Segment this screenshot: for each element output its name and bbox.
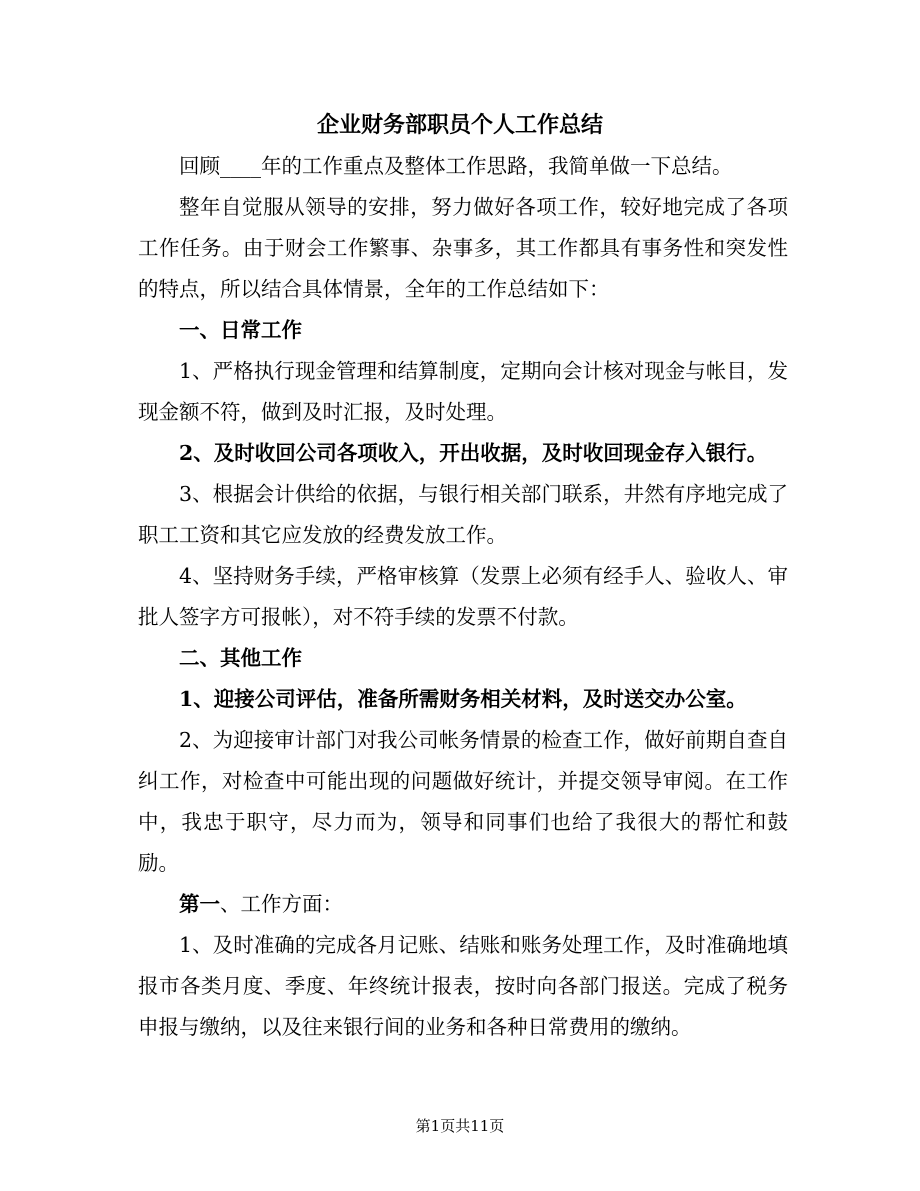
document-body xyxy=(138,146,788,1048)
paragraph-daily-item-3: 3、根据会计供给的依据，与银行相关部门联系，井然有序地完成了职工工资和其它应发放的经费发放工作。 xyxy=(138,482,788,547)
paragraph-daily-item-1: 1、严格执行现金管理和结算制度，定期向会计核对现金与帐目，发现金额不符，做到及时汇报，及时处理。 xyxy=(138,359,788,424)
section-heading-lead: 第一 xyxy=(179,892,220,916)
paragraph-daily-item-2: 2、及时收回公司各项收入，开出收据，及时收回现金存入银行。 xyxy=(179,441,768,465)
document-title: 企业财务部职员个人工作总结 xyxy=(316,112,603,138)
paragraph-intro: 回顾____年的工作重点及整体工作思路，我简单做一下总结。 xyxy=(179,154,733,178)
section-heading-work-aspect xyxy=(138,884,788,925)
page-number-footer: 第1页共11页 xyxy=(415,1117,505,1135)
paragraph-work-item-1: 1、及时准确的完成各月记账、结账和账务处理工作，及时准确地填报市各类月度、季度、年终统计报表，按时向各部门报送。完成了税务申报与缴纳，以及往来银行间的业务和各种日常费用的缴纳。 xyxy=(138,933,788,1039)
paragraph-daily-item-4: 4、坚持财务手续，严格审核算（发票上必须有经手人、验收人、审批人签字方可报帐），对不符手续的发票不付款。 xyxy=(138,564,788,629)
section-heading-other-work: 二、其他工作 xyxy=(179,646,302,670)
paragraph-overview: 整年自觉服从领导的安排，努力做好各项工作，较好地完成了各项工作任务。由于财会工作繁事、杂事多，其工作都具有事务性和突发性的特点，所以结合具体情景，全年的工作总结如下： xyxy=(138,195,788,301)
section-heading-daily-work: 一、日常工作 xyxy=(179,318,302,342)
paragraph-other-item-1: 1、迎接公司评估，准备所需财务相关材料，及时送交办公室。 xyxy=(179,687,747,711)
section-heading-rest: 、工作方面： xyxy=(220,892,343,916)
paragraph-other-item-2: 2、为迎接审计部门对我公司帐务情景的检查工作，做好前期自查自纠工作，对检查中可能出现的问题做好统计，并提交领导审阅。在工作中，我忠于职守，尽力而为，领导和同事们也给了我很大的帮忙和鼓励。 xyxy=(138,728,788,875)
